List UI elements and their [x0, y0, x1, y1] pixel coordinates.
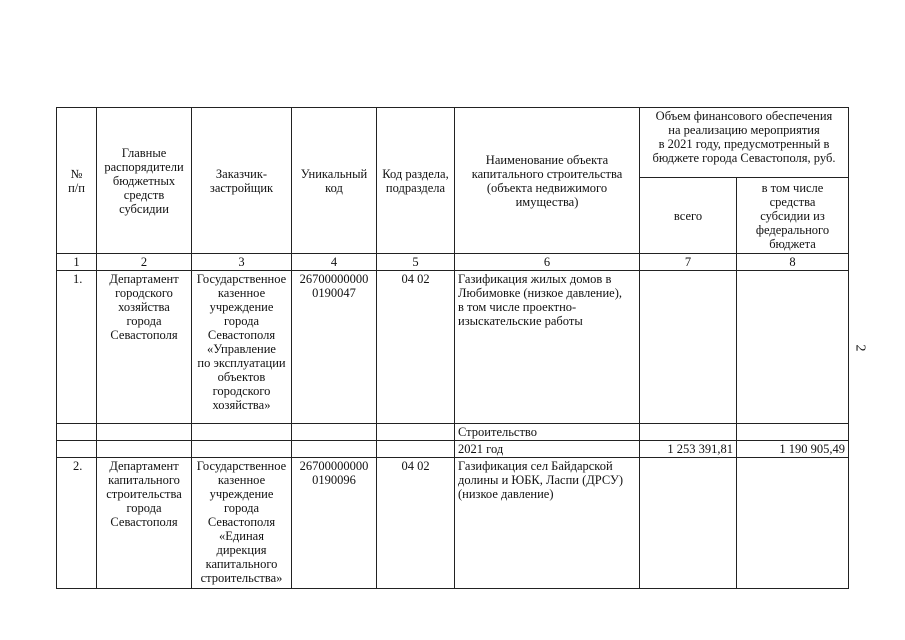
- header-code: Уникальный код: [292, 108, 377, 254]
- table-row: [57, 458, 849, 589]
- row-object: Газификация жилых домов в Любимовке (низкое давление), в том числе проектно- изыскательские работы: [455, 271, 640, 424]
- construction-label: Строительство: [455, 424, 640, 441]
- column-numbers-row: [57, 254, 849, 271]
- header-num: № п/п: [57, 108, 97, 254]
- header-funding-group: Объем финансового обеспечения на реализацию мероприятия в 2021 году, предусмотренный в бюджете города Севастополя, руб.: [640, 108, 849, 178]
- column-number: 6: [455, 254, 640, 271]
- column-number: 4: [292, 254, 377, 271]
- row-total: [640, 271, 737, 424]
- row-federal: [737, 458, 849, 589]
- year-federal: 1 190 905,49: [737, 441, 849, 458]
- header-distributor: Главные распорядители бюджетных средств субсидии: [97, 108, 192, 254]
- year-total: 1 253 391,81: [640, 441, 737, 458]
- row-code: 26700000000 0190047: [292, 271, 377, 424]
- row-customer: Государственное казенное учреждение города Севастополя «Единая дирекция капитального строительства»: [192, 458, 292, 589]
- row-customer: Государственное казенное учреждение города Севастополя «Управление по эксплуатации объектов городского хозяйства»: [192, 271, 292, 424]
- budget-table: [56, 107, 849, 589]
- column-number: 5: [377, 254, 455, 271]
- column-number: 3: [192, 254, 292, 271]
- row-number: 2.: [57, 458, 97, 589]
- column-number: 2: [97, 254, 192, 271]
- row-section: 04 02: [377, 271, 455, 424]
- column-number: 1: [57, 254, 97, 271]
- header-section: Код раздела, подраздела: [377, 108, 455, 254]
- row-code: 26700000000 0190096: [292, 458, 377, 589]
- row-federal: [737, 271, 849, 424]
- header-object: Наименование объекта капитального строительства (объекта недвижимого имущества): [455, 108, 640, 254]
- table-subrow-year: [57, 441, 849, 458]
- header-total: всего: [640, 178, 737, 254]
- row-distributor: Департамент капитального строительства города Севастополя: [97, 458, 192, 589]
- row-distributor: Департамент городского хозяйства города Севастополя: [97, 271, 192, 424]
- header-row-1: [57, 108, 849, 178]
- header-federal: в том числе средства субсидии из федерального бюджета: [737, 178, 849, 254]
- row-section: 04 02: [377, 458, 455, 589]
- row-total: [640, 458, 737, 589]
- year-label: 2021 год: [455, 441, 640, 458]
- page-number: 2: [852, 344, 868, 352]
- column-number: 8: [737, 254, 849, 271]
- row-number: 1.: [57, 271, 97, 424]
- table-row: [57, 271, 849, 424]
- header-customer: Заказчик- застройщик: [192, 108, 292, 254]
- row-object: Газификация сел Байдарской долины и ЮБК, Ласпи (ДРСУ) (низкое давление): [455, 458, 640, 589]
- column-number: 7: [640, 254, 737, 271]
- table-subrow-construction: [57, 424, 849, 441]
